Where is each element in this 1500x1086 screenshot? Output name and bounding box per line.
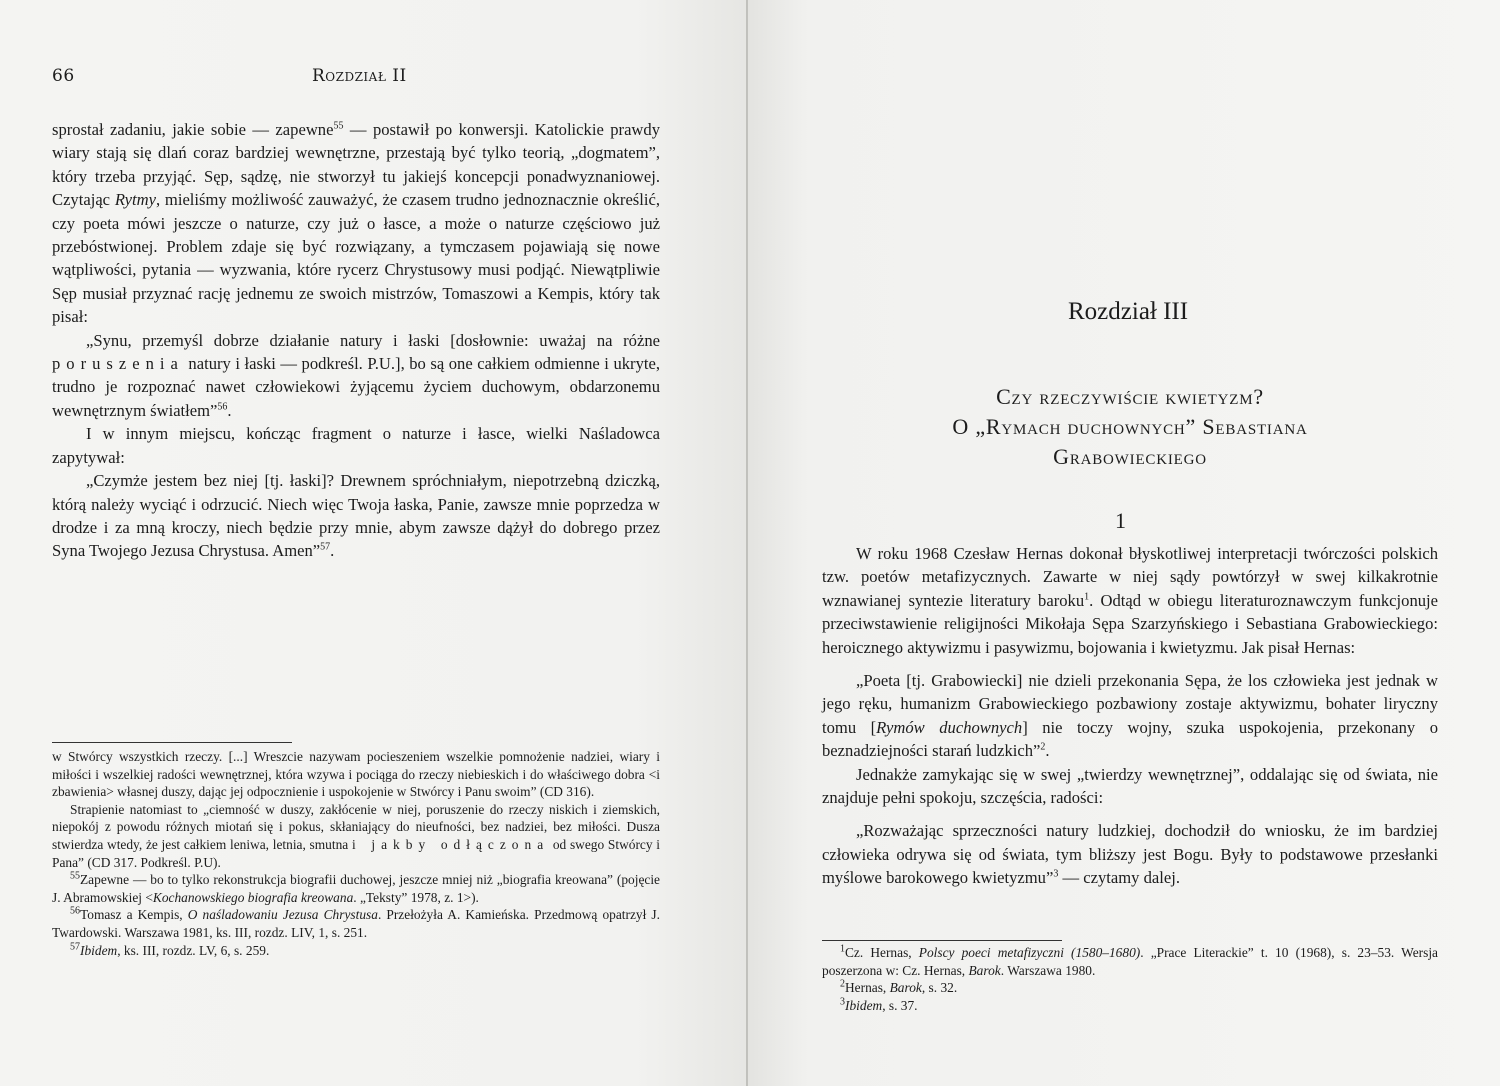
footnote-ref: 57: [320, 541, 331, 553]
right-footnotes: [822, 944, 1438, 1014]
footnote-ref: 3: [1053, 868, 1059, 880]
footnote-57: $^{57}$Ibidem, ks. III, rozdz. LV, 6, s. 259.: [70, 941, 270, 958]
footnote-3: $^3$Ibidem, s. 37.: [840, 996, 918, 1013]
footnote: Strapienie natomiast to „ciemność w duszy, zakłócenie w niej, poruszenie do rzeczy niskich i ziemskich, niepokój z powodu różnych miotań się i pokus, skłaniający do nieufności, bez nadziei, bez miłości. Dusza stwierdza wtedy, że jest całkiem leniwa, letnia, smutna i jakby odłączona od swego Stwórcy i Pana” (CD 317. Podkreśl. P.U).: [52, 801, 660, 870]
running-head: Rozdział II: [312, 66, 407, 86]
quotation: „Poeta [tj. Grabowiecki] nie dzieli przekonania Sępa, że los człowieka jest jednak w jego ręku, humanizm Grabowieckiego pozbawiony zostaje aktywizmu, bohater liryczny tomu [Rymów duchownych] nie toczy wojny, szuka uspokojenia, przekonany o beznadziejności starań ludzkich”$^2$.: [822, 671, 1438, 761]
footnote-ref: 56: [217, 401, 228, 413]
footnote-56: $^{56}$Tomasz a Kempis, O naśladowaniu Jezusa Chrystusa. Przełożyła A. Kamieńska. Przedmową opatrzył J. Twardowski. Warszawa 1981, ks. III, rozdz. LIV, 1, s. 251.: [52, 905, 660, 940]
footnote-2: $^2$Hernas, Barok, s. 32.: [840, 978, 958, 996]
paragraph: Jednakże zamykając się w swej „twierdzy wewnętrznej”, oddalając się od świata, nie znajduje pełni spokoju, szczęścia, radości:: [822, 764, 1438, 808]
quotation: „Czymże jestem bez niej [tj. łaski]? Drewnem spróchniałym, niepotrzebną dziczką, którą należy wyciąć i odrzucić. Niech więc Twoja łaska, Panie, zawsze mnie poprzedza w drodze i za mną kroczy, niech będzie przy mnie, abym zawsze dążył do dobrego przez Syna Twojego Jezusa Chrystusa. Amen”$^{57}$.: [52, 471, 660, 561]
footnote-1: $^1$Cz. Hernas, Polscy poeci metafizyczni (1580–1680). „Prace Literackie” t. 10 (1968), s. 23–53. Wersja poszerzona w: Cz. Hernas, Barok. Warszawa 1980.: [822, 943, 1438, 978]
paragraph: I w innym miejscu, kończąc fragment o naturze i łasce, wielki Naśladowca zapytywał:: [52, 424, 660, 467]
footnote-ref: 1: [1084, 591, 1090, 603]
chapter-title: Czy rzeczywiście kwietyzm? O „Rymach duchownych” Sebastiana Grabowieckiego: [952, 384, 1308, 469]
quotation: „Rozważając sprzeczności natury ludzkiej, dochodził do wniosku, że im bardziej człowieka odrywa się od świata, tym bliższy jest Bogu. Były to podstawowe przesłanki myślowe barokowego kwietyzmu”$^3$ — czytamy dalej.: [822, 821, 1438, 888]
footnote: w Stwórcy wszystkich rzeczy. [...] Wreszcie nazywam pocieszeniem wszelkie pomnożenie nadziei, wiary i miłości i wszelkiej radości wewnętrznej, która wzywa i pociąga do rzeczy niebieskich i do właściwego dobra <i zbawienia> własnej duszy, dając jej odpocznienie i uspokojenie w Stwórcy i Panu swoim” (CD 316).: [52, 749, 660, 800]
quotation: „Synu, przemyśl dobrze działanie natury i łaski [dosłownie: uważaj na różne poruszenia natury i łaski — podkreśl. P.U.], bo są one całkiem odmienne i ukryte, trudno je rozpoznać nawet człowiekowi żyjącemu życiem duchowym, obdarzonemu wewnętrznym światłem”$^{56}$.: [52, 330, 660, 420]
footnote-55: $^{55}$Zapewne — bo to tylko rekonstrukcja biografii duchowej, jeszcze mniej niż „biografia kreowana” (pojęcie J. Abramowskiej <Kochanowskiego biografia kreowana. „Teksty” 1978, z. 1>).: [52, 870, 660, 905]
page-number: 66: [52, 66, 75, 86]
right-body-text: [822, 542, 1438, 890]
paragraph: sprostał zadaniu, jakie sobie — zapewne$^{55}$ — postawił po konwersji. Katolickie prawdy wiary stają się dlań coraz bardziej wewnętrzne, przestają być tylko teorią, „dogmatem”, który trzeba przyjąć. Sęp, sądzę, nie stworzył tu jakiejś koncepcji ponadwyznaniowej. Czytając Rytmy, mieliśmy możliwość zauważyć, że czasem trudno jednoznacznie określić, czy poeta mówi jeszcze o naturze, czy już o łasce, a może o naturze częściowo już przebóstwionej. Problem zdaje się być rozwiązany, a tymczasem pojawiają się nowe wątpliwości, pytania — wyzwania, które rycerz Chrystusowy musi podjąć. Niewątpliwie Sęp musiał przyznać rację jednemu ze swoich mistrzów, Tomaszowi a Kempis, który tak pisał:: [52, 120, 661, 327]
chapter-label: Rozdział III: [1068, 298, 1189, 325]
paragraph: W roku 1968 Czesław Hernas dokonał błyskotliwej interpretacji twórczości polskich tzw. poetów metafizycznych. Zawarte w niej sądy powtórzył w swej kilkakrotnie wznawianej syntezie literatury baroku$^1$. Odtąd w obiegu literaturoznawczym funkcjonuje przeciwstawienie religijności Mikołaja Sępa Szarzyńskiego i Sebastiana Grabowieckiego: heroicznego aktywizmu i pasywizmu, bojowania i kwietyzmu. Jak pisał Hernas:: [822, 544, 1439, 657]
footnote-ref: 2: [1040, 741, 1046, 753]
footnote-rule: [822, 940, 1062, 941]
footnote-ref: 55: [333, 120, 344, 132]
section-number: 1: [1115, 508, 1126, 533]
